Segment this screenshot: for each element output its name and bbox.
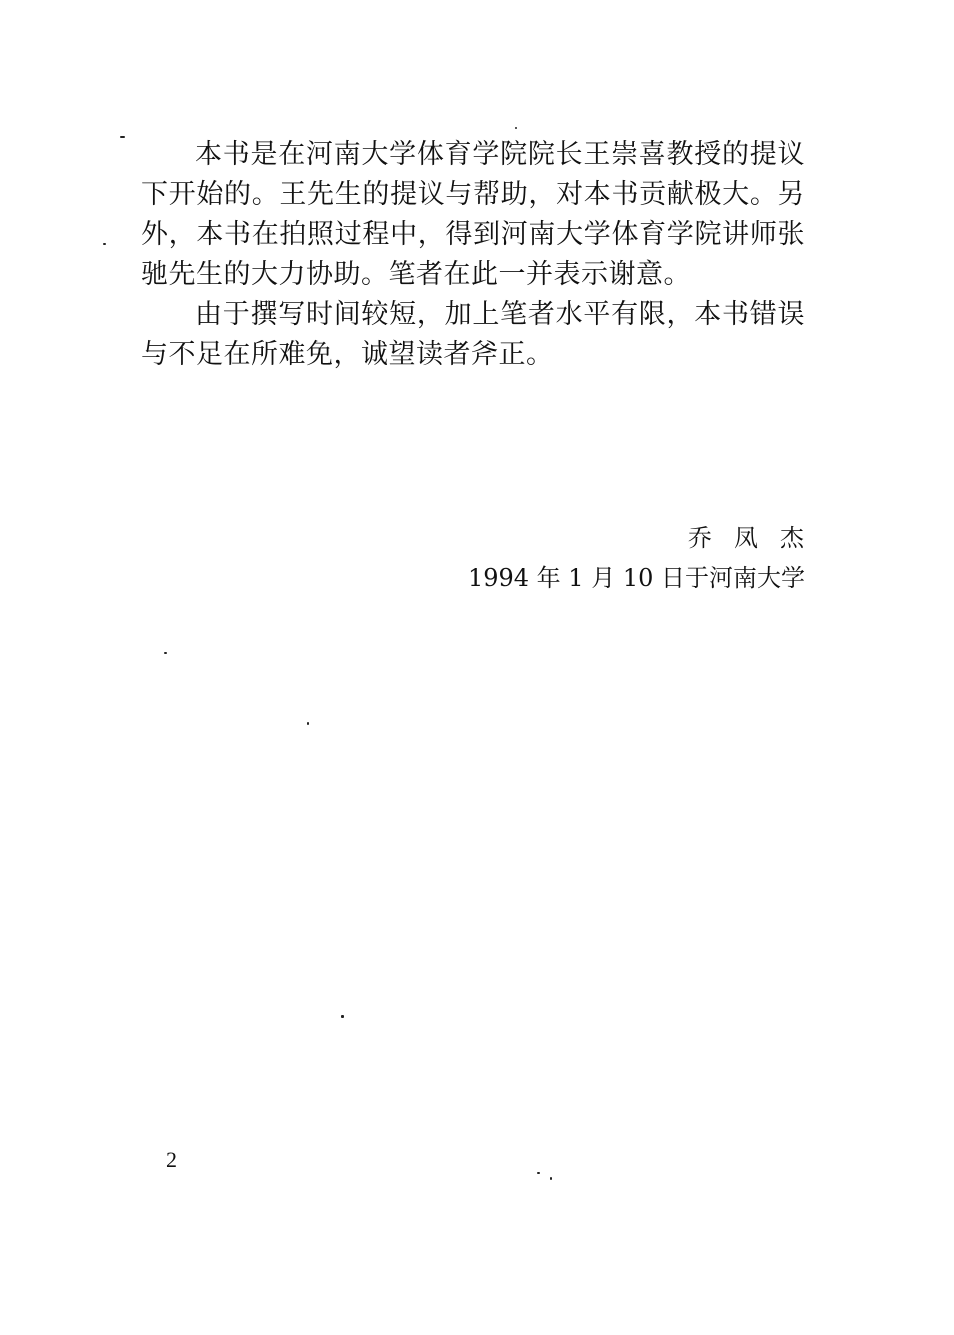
scan-speck [550, 1177, 552, 1180]
scan-speck [537, 1172, 540, 1174]
disclaimer-paragraph: 由于撰写时间较短，加上笔者水平有限，本书错误与不足在所难免，诚望读者斧正。 [141, 299, 805, 370]
page-number: 2 [166, 1147, 177, 1172]
scan-speck [341, 1015, 344, 1018]
scan-speck [164, 652, 167, 654]
scan-speck [103, 243, 106, 245]
author-signature: 乔凤杰 [688, 524, 826, 552]
scan-speck [515, 127, 517, 129]
acknowledgement-paragraph: 本书是在河南大学体育学院院长王崇喜教授的提议下开始的。王先生的提议与帮助，对本书贡献极大。另外，本书在拍照过程中，得到河南大学体育学院讲师张驰先生的大力协助。笔者在此一并表示谢意。 [141, 139, 805, 290]
signature-date-place: 1994 年 1 月 10 日于河南大学 [467, 564, 805, 592]
scan-speck [307, 722, 309, 725]
scan-speck [120, 136, 125, 138]
